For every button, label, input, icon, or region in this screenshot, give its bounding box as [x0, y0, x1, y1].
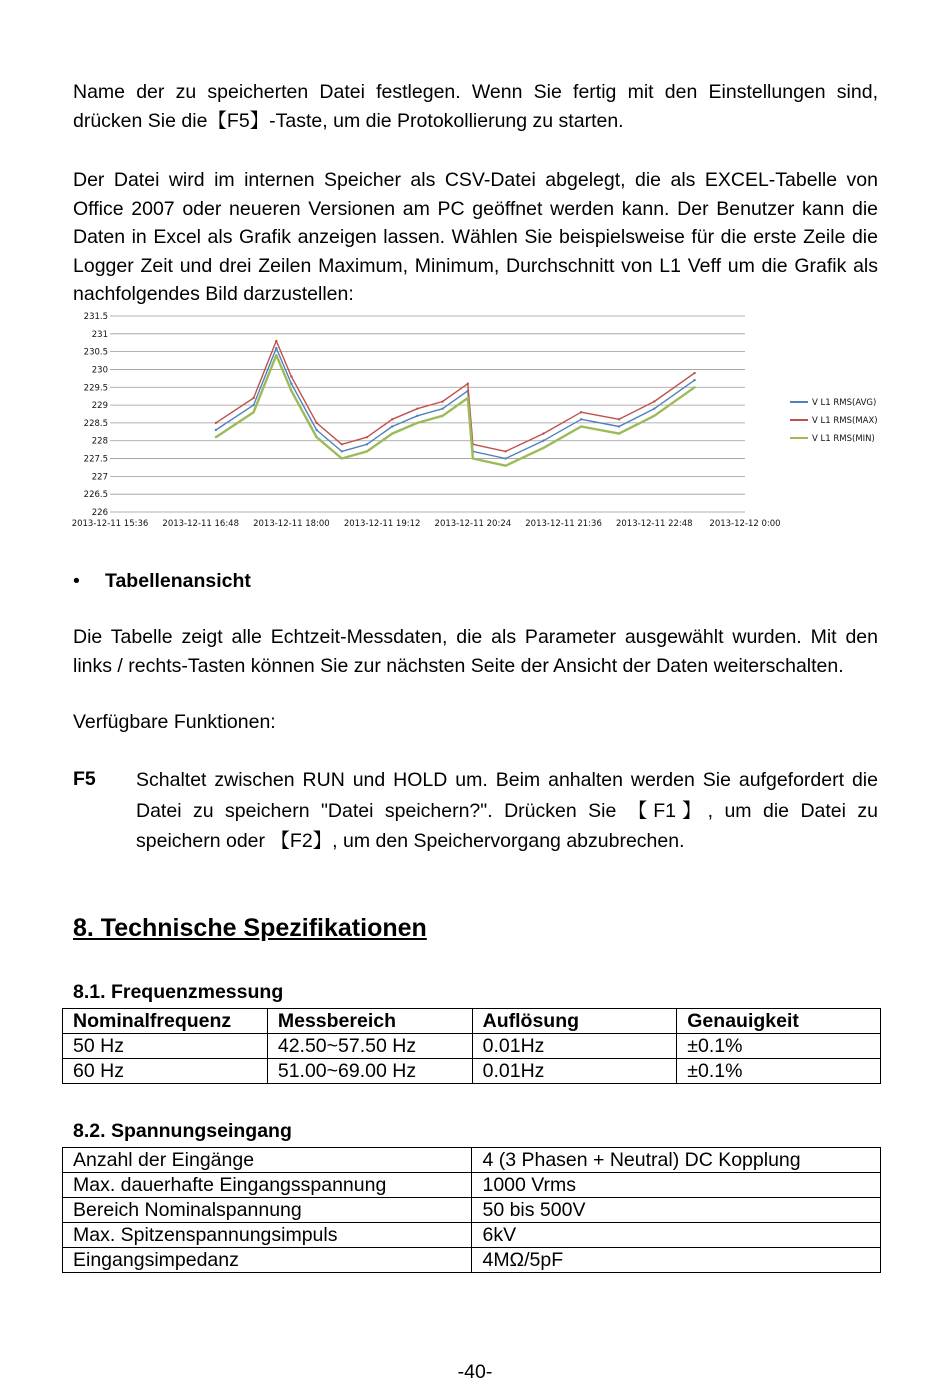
data-point	[275, 340, 277, 342]
legend-label: V L1 RMS(MIN)	[812, 434, 875, 444]
data-point	[215, 429, 217, 431]
table-row	[63, 1173, 881, 1198]
data-point	[542, 447, 544, 449]
data-point	[416, 407, 418, 409]
freq-heading: 8.1. Frequenzmessung	[73, 981, 284, 1003]
table-cell: Eingangsimpedanz	[63, 1248, 472, 1273]
table-row	[63, 1248, 881, 1273]
table-cell: 0.01Hz	[472, 1034, 677, 1059]
f5-description: Schaltet zwischen RUN und HOLD um. Beim anhalten werden Sie aufgefordert die Datei zu speichern "Datei speichern?". Drücken Sie 【F1】, um die Datei zu speichern oder 【F2】, um den Speichervorgang abzubrechen.	[136, 769, 878, 852]
data-point	[618, 432, 620, 434]
data-point	[618, 418, 620, 420]
data-point	[252, 404, 254, 406]
data-point	[580, 425, 582, 427]
chart-series	[215, 340, 696, 467]
data-point	[341, 450, 343, 452]
data-point	[275, 347, 277, 349]
y-tick-label: 227	[91, 472, 108, 483]
table-cell: Anzahl der Eingänge	[63, 1148, 472, 1173]
data-point	[504, 450, 506, 452]
data-point	[341, 443, 343, 445]
table-row	[63, 1148, 881, 1173]
data-point	[653, 400, 655, 402]
data-point	[504, 457, 506, 459]
functions-label: Verfügbare Funktionen:	[73, 711, 276, 733]
data-point	[693, 372, 695, 374]
series-line	[216, 348, 695, 458]
data-point	[472, 457, 474, 459]
table-row	[63, 1198, 881, 1223]
section-heading: 8. Technische Spezifikationen	[73, 914, 427, 942]
data-point	[693, 386, 695, 388]
data-point	[618, 425, 620, 427]
table-cell: 60 Hz	[63, 1059, 268, 1084]
data-point	[215, 436, 217, 438]
chart-grid	[110, 316, 745, 512]
table-header-cell: Nominalfrequenz	[63, 1009, 268, 1034]
y-tick-label: 231	[91, 329, 108, 340]
x-tick-label: 2013-12-11 15:36	[71, 519, 149, 529]
x-tick-label: 2013-12-11 21:36	[525, 519, 602, 529]
data-point	[215, 422, 217, 424]
x-tick-label: 2013-12-11 16:48	[162, 519, 240, 529]
table-header-row	[63, 1009, 881, 1034]
data-point	[441, 415, 443, 417]
y-tick-label: 226.5	[83, 490, 108, 501]
data-point	[542, 432, 544, 434]
x-axis-ticks	[72, 519, 781, 529]
data-point	[391, 425, 393, 427]
voltage-heading: 8.2. Spannungseingang	[73, 1120, 292, 1142]
legend-label: V L1 RMS(MAX)	[812, 416, 878, 426]
table-cell: Max. Spitzenspannungsimpuls	[63, 1223, 472, 1248]
table-cell: 0.01Hz	[472, 1059, 677, 1084]
data-point	[580, 411, 582, 413]
data-point	[441, 407, 443, 409]
voltage-table	[62, 1147, 881, 1273]
table-row	[63, 1034, 881, 1059]
data-point	[252, 411, 254, 413]
data-point	[290, 383, 292, 385]
y-tick-label: 230	[91, 365, 108, 376]
data-point	[315, 422, 317, 424]
table-cell: 1000 Vrms	[472, 1173, 881, 1198]
data-point	[315, 429, 317, 431]
data-point	[290, 375, 292, 377]
data-point	[391, 418, 393, 420]
table-view-paragraph: Die Tabelle zeigt alle Echtzeit-Messdaten, die als Parameter ausgewählt wurden. Mit den links / rechts-Tasten können Sie zur nächsten Seite der Ansicht der Daten weiterschalten.	[73, 626, 878, 677]
y-tick-label: 231.5	[83, 312, 108, 322]
intro-paragraph-1: Name der zu speicherten Datei festlegen. Wenn Sie fertig mit den Einstellungen sind, drücken Sie die【F5】-Taste, um die Protokollierung zu starten.	[73, 81, 878, 132]
table-cell: Bereich Nominalspannung	[63, 1198, 472, 1223]
table-cell: ±0.1%	[677, 1059, 881, 1084]
legend-label: V L1 RMS(AVG)	[812, 398, 877, 408]
freq-table	[62, 1008, 881, 1084]
x-tick-label: 2013-12-12 0:00	[709, 519, 781, 529]
y-tick-label: 228.5	[83, 418, 108, 429]
data-point	[366, 450, 368, 452]
y-tick-label: 229	[91, 401, 108, 412]
data-point	[391, 432, 393, 434]
data-point	[416, 415, 418, 417]
voltage-chart	[60, 305, 900, 535]
table-cell: 50 Hz	[63, 1034, 268, 1059]
x-tick-label: 2013-12-11 20:24	[434, 519, 512, 529]
table-cell: 51.00~69.00 Hz	[267, 1059, 472, 1084]
data-point	[504, 464, 506, 466]
y-tick-label: 228	[91, 436, 108, 447]
data-point	[366, 443, 368, 445]
page-number: -40-	[457, 1361, 493, 1383]
table-cell: Max. dauerhafte Eingangsspannung	[63, 1173, 472, 1198]
table-cell: 6kV	[472, 1223, 881, 1248]
series-line	[216, 355, 695, 466]
data-point	[341, 457, 343, 459]
y-tick-label: 229.5	[83, 383, 108, 394]
data-point	[653, 415, 655, 417]
y-axis-ticks	[84, 312, 108, 518]
data-point	[366, 436, 368, 438]
y-tick-label: 230.5	[83, 347, 108, 358]
data-point	[275, 354, 277, 356]
data-point	[467, 397, 469, 399]
data-point	[252, 397, 254, 399]
table-cell: 4MΩ/5pF	[472, 1248, 881, 1273]
data-point	[580, 418, 582, 420]
chart-legend	[790, 398, 878, 444]
data-point	[441, 400, 443, 402]
intro-paragraph-2: Der Datei wird im internen Speicher als CSV-Datei abgelegt, die als EXCEL-Tabelle von Office 2007 oder neueren Versionen am PC geöffnet werden kann. Der Benutzer kann die Daten in Excel als Grafik anzeigen lassen. Wählen Sie beispielsweise für die erste Zeile die Logger Zeit und drei Zeilen Maximum, Minimum, Durchschnitt von L1 Veff um die Grafik als nachfolgendes Bild darzustellen:	[73, 169, 878, 305]
bullet-label: Tabellenansicht	[105, 570, 251, 592]
table-cell: 4 (3 Phasen + Neutral) DC Kopplung	[472, 1148, 881, 1173]
table-cell: ±0.1%	[677, 1034, 881, 1059]
y-tick-label: 226	[91, 508, 108, 518]
data-point	[653, 407, 655, 409]
data-point	[290, 390, 292, 392]
bullet-dot: •	[73, 570, 80, 592]
data-point	[416, 422, 418, 424]
table-header-cell: Genauigkeit	[677, 1009, 881, 1034]
table-header-cell: Auflösung	[472, 1009, 677, 1034]
table-row	[63, 1223, 881, 1248]
data-point	[315, 436, 317, 438]
x-tick-label: 2013-12-11 18:00	[253, 519, 330, 529]
data-point	[467, 383, 469, 385]
table-cell: 42.50~57.50 Hz	[267, 1034, 472, 1059]
series-line	[216, 341, 695, 452]
data-point	[693, 379, 695, 381]
f5-key-label: F5	[73, 768, 96, 790]
y-tick-label: 227.5	[83, 454, 108, 465]
table-row	[63, 1059, 881, 1084]
table-header-cell: Messbereich	[267, 1009, 472, 1034]
x-tick-label: 2013-12-11 19:12	[343, 519, 421, 529]
table-cell: 50 bis 500V	[472, 1198, 881, 1223]
data-point	[542, 440, 544, 442]
x-tick-label: 2013-12-11 22:48	[615, 519, 693, 529]
